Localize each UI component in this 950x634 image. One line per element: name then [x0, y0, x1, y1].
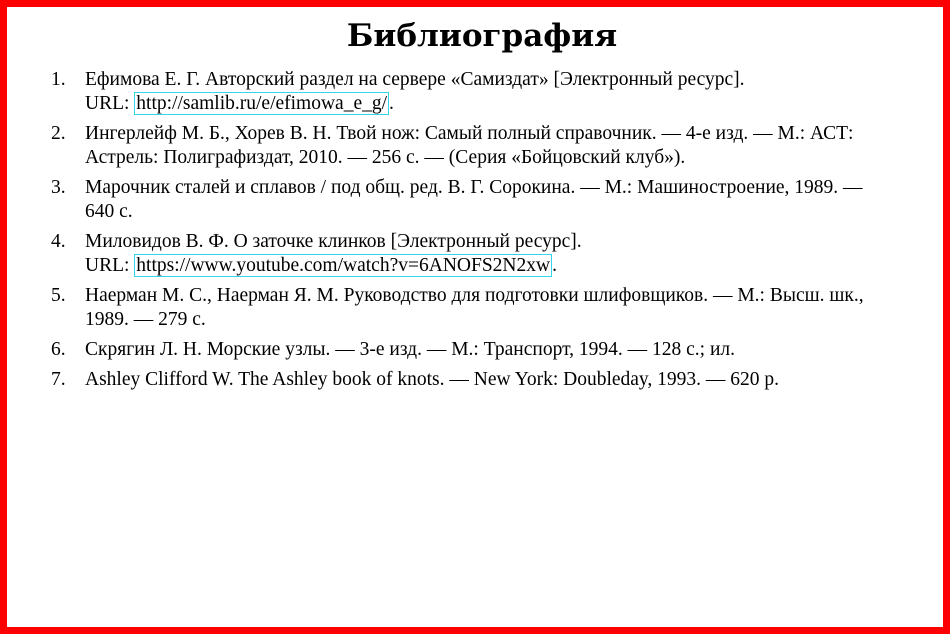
entry-text-continued: Астрель: Полиграфиздат, 2010. — 256 с. — (Серия «Бойцовский клуб»). — [85, 147, 686, 168]
entry-number: 5. — [51, 285, 66, 306]
bibliography-entry-3 — [7, 176, 950, 224]
entry-url-line — [85, 254, 917, 278]
entry-text: Марочник сталей и сплавов / под общ. ред. В. Г. Сорокина. — М.: Машиностроение, 1989. — — [85, 177, 863, 198]
bibliography-entry-7 — [7, 368, 950, 392]
url-suffix: . — [552, 255, 557, 276]
entry-number: 2. — [51, 123, 66, 144]
bibliography-entry-1 — [7, 68, 950, 116]
bibliography-list — [7, 68, 950, 398]
entry-text-continued: 640 с. — [85, 201, 133, 222]
entry-text-continued: 1989. — 279 с. — [85, 309, 206, 330]
bibliography-entry-6 — [7, 338, 950, 362]
entry-url-line — [85, 92, 917, 116]
entry-number: 3. — [51, 177, 66, 198]
bibliography-entry-4 — [7, 230, 950, 278]
url-prefix: URL: — [85, 93, 135, 114]
entry-text: Ефимова Е. Г. Авторский раздел на сервере «Самиздат» [Электронный ресурс]. — [85, 69, 745, 90]
bibliography-entry-5 — [7, 284, 950, 332]
page-title: Библиография — [346, 18, 618, 54]
entry-text: Ингерлейф М. Б., Хорев В. Н. Твой нож: Самый полный справочник. — 4-е изд. — М.: АСТ: — [85, 123, 854, 144]
url-prefix: URL: — [85, 255, 135, 276]
entry-text: Наерман М. С., Наерман Я. М. Руководство для подготовки шлифовщиков. — М.: Высш. шк., — [85, 285, 864, 306]
samlib-link[interactable]: http://samlib.ru/e/efimowa_e_g/ — [136, 93, 388, 114]
youtube-link[interactable]: https://www.youtube.com/watch?v=6ANOFS2N2xw — [136, 255, 551, 276]
entry-number: 1. — [51, 69, 66, 90]
url-suffix: . — [389, 93, 394, 114]
entry-number: 6. — [51, 339, 66, 360]
entry-number: 4. — [51, 231, 66, 252]
bibliography-entry-2 — [7, 122, 950, 170]
entry-text: Ashley Clifford W. The Ashley book of knots. — New York: Doubleday, 1993. — 620 p. — [85, 369, 780, 390]
entry-text: Скрягин Л. Н. Морские узлы. — 3-е изд. — М.: Транспорт, 1994. — 128 с.; ил. — [85, 339, 735, 360]
entry-text: Миловидов В. Ф. О заточке клинков [Электронный ресурс]. — [85, 231, 582, 252]
entry-number: 7. — [51, 369, 66, 390]
